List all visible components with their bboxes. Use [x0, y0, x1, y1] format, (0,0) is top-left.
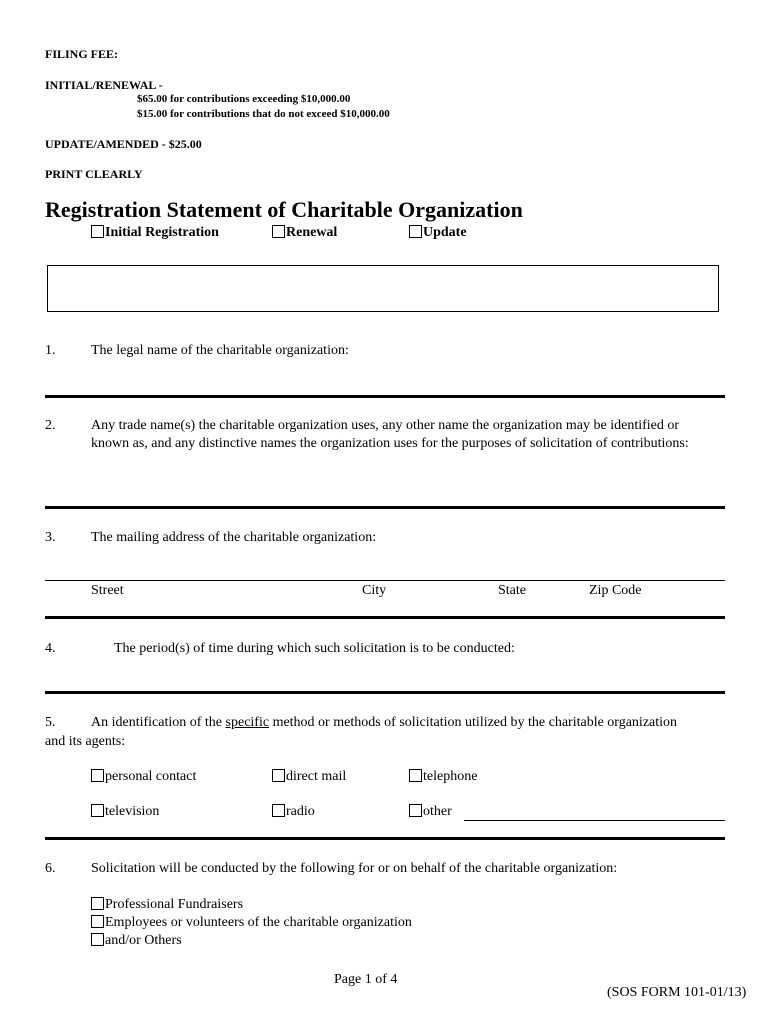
fee-line-2: $15.00 for contributions that do not exceed $10,000.00 — [137, 108, 390, 120]
method-other[interactable]: other — [409, 804, 452, 820]
q4-number: 4. — [45, 641, 56, 656]
q6-number: 6. — [45, 861, 56, 876]
page-number: Page 1 of 4 — [334, 972, 398, 987]
method-direct-mail[interactable]: direct mail — [272, 769, 346, 785]
method-radio[interactable]: radio — [272, 804, 315, 820]
checkbox-icon[interactable] — [91, 897, 104, 910]
q5-number: 5. — [45, 715, 56, 730]
q3-number: 3. — [45, 530, 56, 545]
q6-text: Solicitation will be conducted by the following for or on behalf of the charitable organization: — [91, 861, 618, 876]
checkbox-icon[interactable] — [272, 225, 285, 238]
q2-text-line2: known as, and any distinctive names the organization uses for the purposes of solicitation of contributions: — [91, 436, 689, 451]
q1-number: 1. — [45, 343, 56, 358]
q3-text: The mailing address of the charitable organization: — [91, 530, 377, 545]
page-title: Registration Statement of Charitable Organization — [45, 197, 523, 222]
q4-text: The period(s) of time during which such solicitation is to be conducted: — [114, 641, 515, 656]
q4-answer-line[interactable] — [45, 691, 725, 694]
checkbox-icon[interactable] — [272, 769, 285, 782]
q2-answer-line[interactable] — [45, 506, 725, 509]
reg-type-renewal[interactable]: Renewal — [272, 225, 337, 241]
method-personal-contact[interactable]: personal contact — [91, 769, 196, 785]
checkbox-icon[interactable] — [409, 769, 422, 782]
city-label: City — [362, 583, 387, 598]
q1-answer-line[interactable] — [45, 395, 725, 398]
other-method-input-line[interactable] — [464, 820, 725, 821]
checkbox-icon[interactable] — [91, 769, 104, 782]
solicitor-others[interactable]: and/or Others — [91, 933, 182, 949]
q1-text: The legal name of the charitable organization: — [91, 343, 349, 358]
fee-line-1: $65.00 for contributions exceeding $10,000.00 — [137, 93, 351, 105]
street-label: Street — [91, 583, 124, 598]
checkbox-icon[interactable] — [91, 804, 104, 817]
q5-answer-line — [45, 837, 725, 840]
checkbox-icon[interactable] — [91, 225, 104, 238]
q2-number: 2. — [45, 418, 56, 433]
reg-type-update[interactable]: Update — [409, 225, 467, 241]
print-clearly-label: PRINT CLEARLY — [45, 167, 143, 181]
checkbox-icon[interactable] — [409, 225, 422, 238]
method-telephone[interactable]: telephone — [409, 769, 477, 785]
q5-text-line2: and its agents: — [45, 734, 126, 749]
checkbox-icon[interactable] — [91, 933, 104, 946]
initial-renewal-label: INITIAL/RENEWAL - — [45, 78, 163, 92]
reg-type-initial[interactable]: Initial Registration — [91, 225, 219, 241]
checkbox-icon[interactable] — [272, 804, 285, 817]
checkbox-icon[interactable] — [91, 915, 104, 928]
registration-number-box[interactable] — [47, 265, 719, 312]
method-television[interactable]: television — [91, 804, 159, 820]
q5-text-line1: An identification of the specific method or methods of solicitation utilized by the charitable organization — [91, 715, 678, 730]
zip-code-label: Zip Code — [589, 583, 642, 598]
filing-fee-label: FILING FEE: — [45, 47, 119, 61]
form-code: (SOS FORM 101-01/13) — [607, 985, 747, 1000]
checkbox-icon[interactable] — [409, 804, 422, 817]
state-label: State — [498, 583, 526, 598]
solicitor-employees-volunteers[interactable]: Employees or volunteers of the charitable organization — [91, 915, 412, 931]
q3-address-line[interactable] — [45, 580, 725, 581]
q2-text-line1: Any trade name(s) the charitable organization uses, any other name the organization may be identified or — [91, 418, 680, 433]
update-amended-label: UPDATE/AMENDED - $25.00 — [45, 137, 202, 151]
specific-underlined: specific — [225, 715, 270, 730]
q3-answer-line — [45, 616, 725, 619]
solicitor-professional-fundraisers[interactable]: Professional Fundraisers — [91, 897, 243, 913]
